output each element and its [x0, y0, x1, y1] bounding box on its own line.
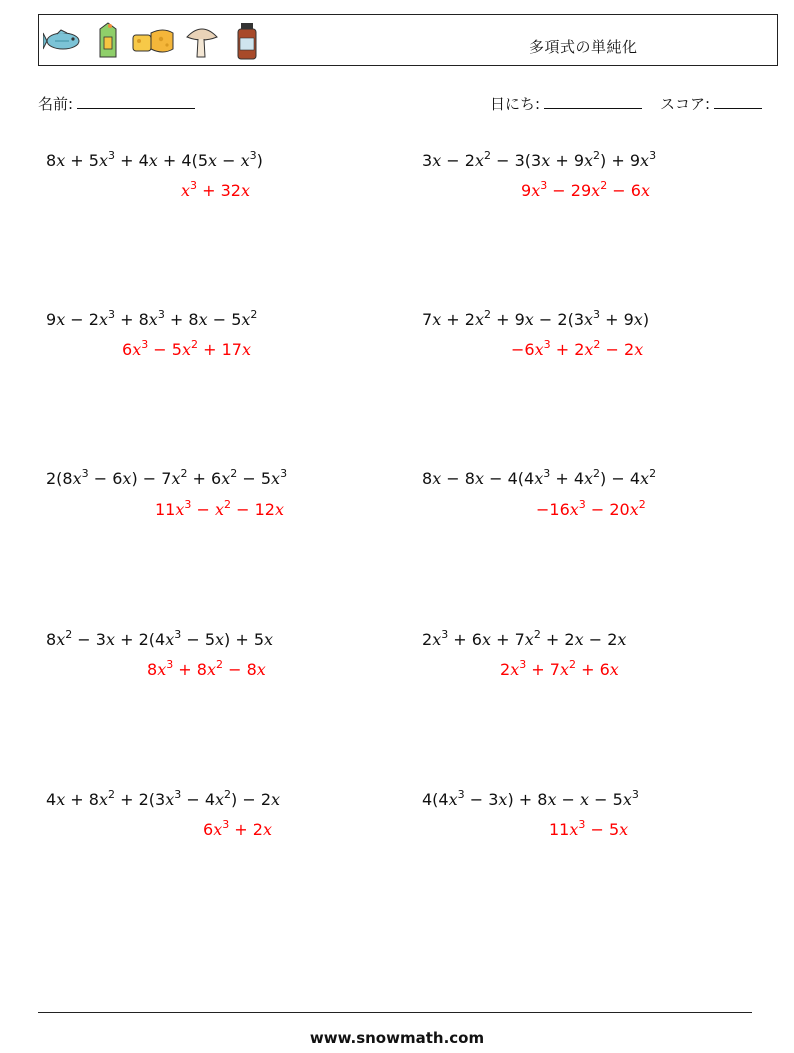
- footer-divider: [38, 1012, 752, 1013]
- problem-5-answer: $11x^3 - x^2 - 12x$: [155, 498, 284, 519]
- date-field: [490, 93, 642, 114]
- date-blank[interactable]: [544, 94, 642, 109]
- problem-3-question: $9x - 2x^3 + 8x^3 + 8x - 5x^2$: [46, 308, 258, 329]
- mushroom-icon: [185, 21, 219, 61]
- problem-4-question: $7x + 2x^2 + 9x - 2(3x^3 + 9x)$: [422, 308, 650, 329]
- worksheet-title: 多項式の単純化: [529, 38, 638, 56]
- problem-2-question: $3x - 2x^2 - 3(3x + 9x^2) + 9x^3$: [422, 149, 657, 170]
- problem-8-question: $2x^3 + 6x + 7x^2 + 2x - 2x$: [422, 628, 627, 649]
- cheese-icon: [131, 21, 177, 61]
- score-label: スコア:: [660, 95, 711, 113]
- problem-10-question: $4(4x^3 - 3x) + 8x - x - 5x^3$: [422, 788, 639, 809]
- fish-icon: [43, 21, 81, 61]
- name-blank[interactable]: [77, 94, 195, 109]
- problem-4-answer: $-6x^3 + 2x^2 - 2x$: [511, 338, 644, 359]
- name-label: 名前:: [38, 95, 74, 113]
- problem-5-question: $2(8x^3 - 6x) - 7x^2 + 6x^2 - 5x^3$: [46, 467, 288, 488]
- problem-3-answer: $6x^3 - 5x^2 + 17x$: [122, 338, 251, 359]
- score-blank[interactable]: [714, 94, 762, 109]
- footer-url[interactable]: www.snowmath.com: [309, 1029, 485, 1047]
- worksheet-header: [38, 14, 778, 66]
- problem-10-answer: $11x^3 - 5x$: [549, 818, 629, 839]
- problem-7-question: $8x^2 - 3x + 2(4x^3 - 5x) + 5x$: [46, 628, 274, 649]
- problem-6-answer: $-16x^3 - 20x^2$: [536, 498, 646, 519]
- problem-2-answer: $9x^3 - 29x^2 - 6x$: [521, 179, 650, 200]
- problem-8-answer: $2x^3 + 7x^2 + 6x$: [500, 658, 619, 679]
- jar-icon: [235, 21, 259, 61]
- problem-6-question: $8x - 8x - 4(4x^3 + 4x^2) - 4x^2$: [422, 467, 657, 488]
- problem-7-answer: $8x^3 + 8x^2 - 8x$: [147, 658, 266, 679]
- problem-9-answer: $6x^3 + 2x$: [203, 818, 273, 839]
- problem-1-question: $8x + 5x^3 + 4x + 4(5x - x^3)$: [46, 149, 263, 170]
- score-field: [660, 93, 762, 114]
- date-label: 日にち:: [490, 95, 541, 113]
- name-field: [38, 93, 195, 114]
- problem-9-question: $4x + 8x^2 + 2(3x^3 - 4x^2) - 2x$: [46, 788, 281, 809]
- problem-1-answer: $x^3 + 32x$: [181, 179, 250, 200]
- juice-carton-icon: [95, 21, 121, 61]
